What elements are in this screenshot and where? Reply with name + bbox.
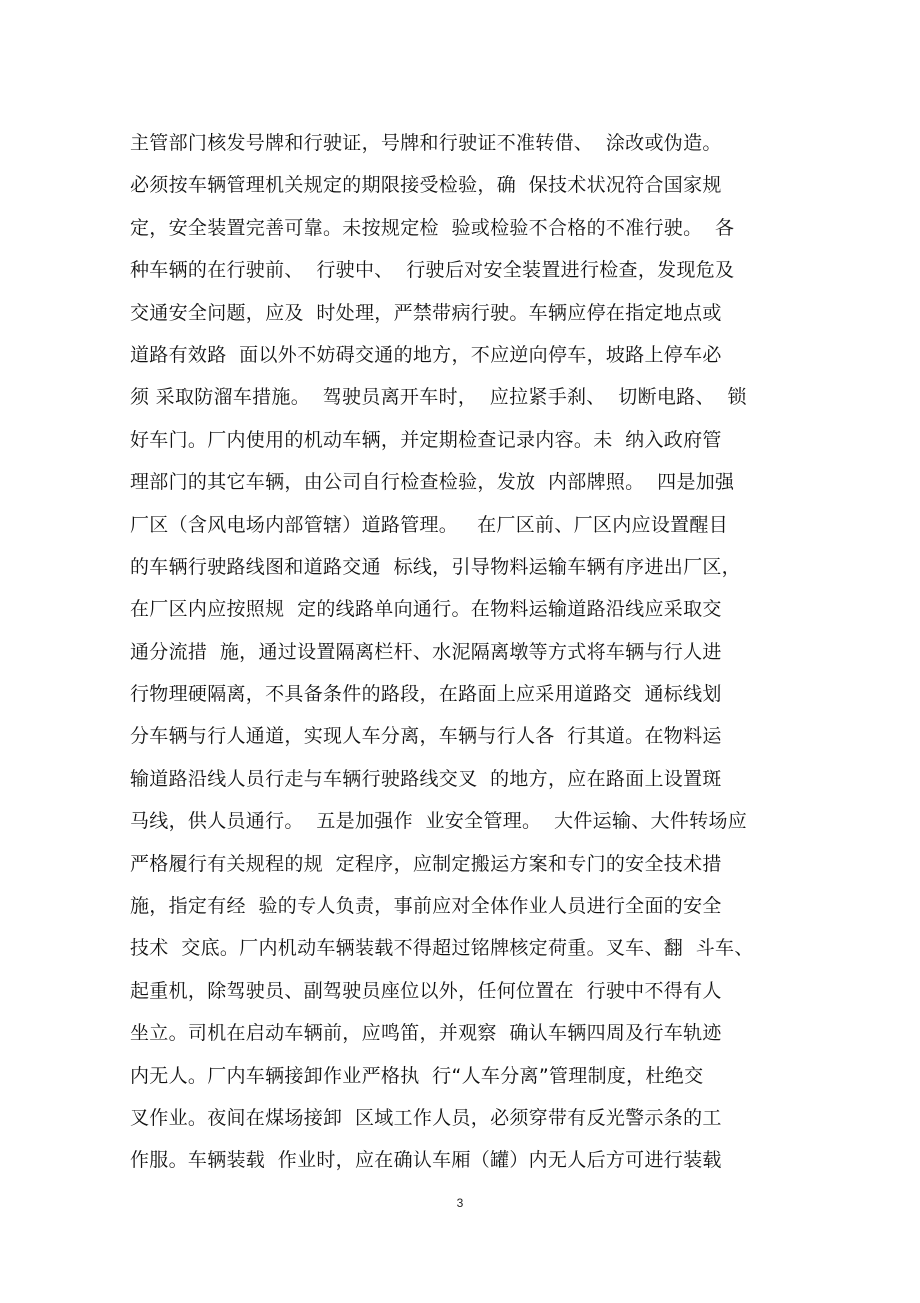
text-line: 起重机，除驾驶员、副驾驶员座位以外，任何位置在 行驶中不得有人 (130, 979, 722, 1002)
text-line: 须 采取防溜车措施。 驾驶员离开车时， 应拉紧手刹、 切断电路、 锁 (130, 386, 747, 409)
text-line: 通分流措 施，通过设置隔离栏杆、水泥隔离墩等方式将车辆与行人进 (130, 640, 722, 663)
text-line: 定，安全装置完善可靠。未按规定检 验或检验不合格的不准行驶。 各 (130, 216, 735, 239)
text-line: 分车辆与行人通道，实现人车分离，车辆与行人各 行其道。在物料运 (130, 725, 722, 748)
text-line: 坐立。司机在启动车辆前，应鸣笛，并观察 确认车辆四周及行车轨迹 (130, 1022, 722, 1045)
text-line: 的车辆行驶路线图和道路交通 标线，引导物料运输车辆有序进出厂区， (130, 555, 741, 578)
text-line: 施，指定有经 验的专人负责，事前应对全体作业人员进行全面的安全 (130, 895, 722, 918)
text-line: 内无人。厂内车辆接卸作业严格执 行“人车分离”管理制度，杜绝交 (130, 1064, 704, 1087)
text-line: 作服。车辆装载 作业时，应在确认车厢（罐）内无人后方可进行装载 (130, 1149, 722, 1172)
text-line: 好车门。厂内使用的机动车辆，并定期检查记录内容。未 纳入政府管 (130, 428, 722, 451)
text-line: 理部门的其它车辆，由公司自行检查检验，发放 内部牌照。 四是加强 (130, 471, 735, 494)
text-line: 技术 交底。厂内机动车辆装载不得超过铭牌核定荷重。叉车、翻 斗车、 (130, 937, 754, 960)
body-text (130, 122, 790, 1182)
text-line: 严格履行有关规程的规 定程序，应制定搬运方案和专门的安全技术措 (130, 852, 722, 875)
text-line: 马线，供人员通行。 五是加强作 业安全管理。 大件运输、大件转场应 (130, 810, 748, 833)
text-line: 种车辆的在行驶前、 行驶中、 行驶后对安全装置进行检查，发现危及 (130, 259, 735, 282)
page-number: 3 (456, 1196, 464, 1210)
text-line: 必须按车辆管理机关规定的期限接受检验，确 保技术状况符合国家规 (130, 174, 722, 197)
text-line: 叉作业。夜间在煤场接卸 区域工作人员，必须穿带有反光警示条的工 (130, 1106, 722, 1129)
text-line: 输道路沿线人员行走与车辆行驶路线交叉 的地方，应在路面上设置斑 (130, 767, 722, 790)
text-line: 道路有效路 面以外不妨碍交通的地方，不应逆向停车，坡路上停车必 (130, 343, 722, 366)
text-line: 行物理硬隔离，不具备条件的路段，在路面上应采用道路交 通标线划 (130, 683, 722, 706)
text-line: 主管部门核发号牌和行驶证，号牌和行驶证不准转借、 涂改或伪造。 (130, 132, 722, 154)
text-line: 厂区（含风电场内部管辖）道路管理。 在厂区前、厂区内应设置醒目 (130, 513, 729, 536)
text-line: 交通安全问题，应及 时处理，严禁带病行驶。车辆应停在指定地点或 (130, 301, 722, 324)
text-line: 在厂区内应按照规 定的线路单向通行。在物料运输道路沿线应采取交 (130, 598, 722, 621)
